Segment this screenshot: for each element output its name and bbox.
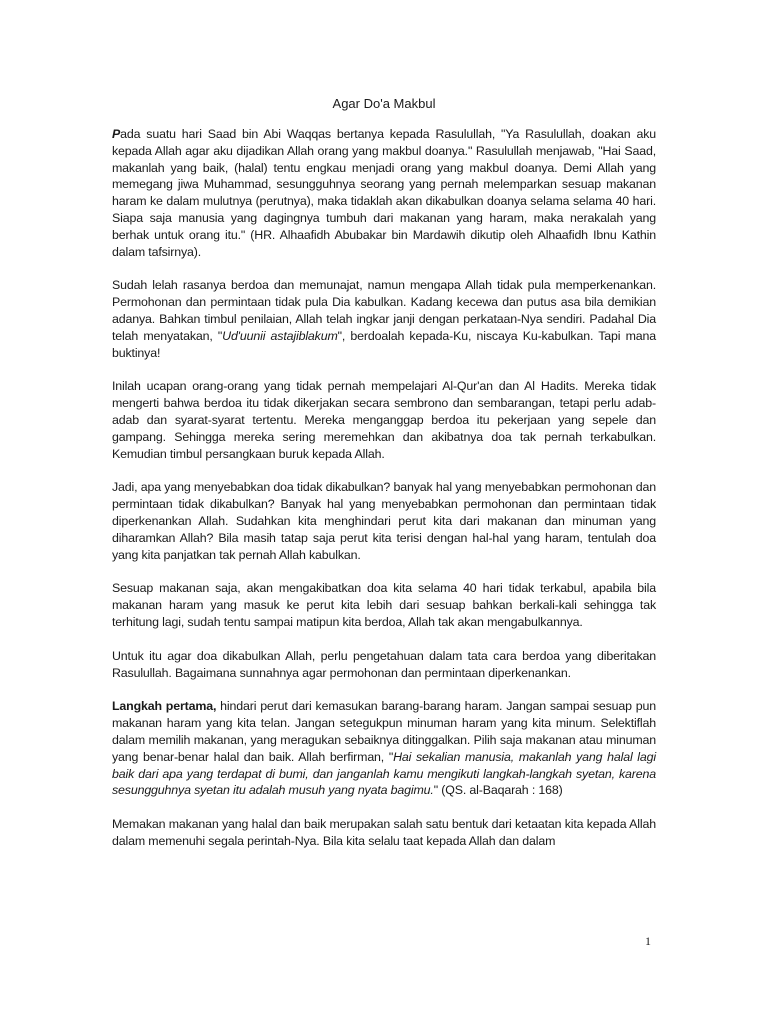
paragraph-7 <box>112 698 656 799</box>
paragraph-4 <box>112 479 656 563</box>
paragraph-2 <box>112 277 656 361</box>
paragraph-2-text-before: Sudah lelah rasanya berdoa dan memunajat, namun mengapa Allah tidak pula memperkenankan. Permohonan dan permintaan tidak pula Dia kabulkan. Kadang kecewa dan putus asa bila demikian adanya. Bahkan timbul penilaian, Allah telah ingkar janji dengan perkataan-Nya sendiri. Padahal Dia telah menyatakan, " <box>112 278 656 343</box>
paragraph-7-text-after: " (QS. al-Baqarah : 168) <box>433 783 563 798</box>
paragraph-6 <box>112 648 656 682</box>
paragraph-7-bold-lead: Langkah pertama, <box>112 699 217 714</box>
paragraph-3-text: Inilah ucapan orang-orang yang tidak pernah mempelajari Al-Qur'an dan Al Hadits. Mereka tidak mengerti bahwa berdoa itu tidak dikerjakan secara sembrono dan sembarangan, tetapi perlu adab-adab dan syarat-syarat tertentu. Mereka menganggap berdoa itu pekerjaan yang sepele dan gampang. Sehingga mereka sering meremehkan dan akibatnya doa tak pernah terkabulkan. Kemudian timbul persangkaan buruk kepada Allah. <box>112 379 656 461</box>
paragraph-2-text-after: ", berdoalah kepada-Ku, niscaya Ku-kabulkan. Tapi mana buktinya! <box>112 328 657 360</box>
paragraph-7-italic-quote: Hai sekalian manusia, makanlah yang halal lagi baik dari apa yang terdapat di bumi, dan janganlah kamu mengikuti langkah-langkah syetan, karena sesungguhnya syetan itu adalah musuh yang nyata bagimu. <box>112 749 656 798</box>
document-body <box>112 126 656 867</box>
paragraph-1 <box>112 126 656 260</box>
paragraph-8 <box>112 816 656 850</box>
paragraph-5-text: Sesuap makanan saja, akan mengakibatkan doa kita selama 40 hari tidak terkabul, apabila bila makanan haram yang masuk ke perut kita lebih dari sesuap bahkan berkali-kali sehingga tak terhitung lagi, sudah tentu sampai matipun kita berdoa, Allah tak akan mengabulkannya. <box>112 581 656 629</box>
document-title: Agar Do'a Makbul <box>332 96 436 111</box>
paragraph-6-text: Untuk itu agar doa dikabulkan Allah, perlu pengetahuan dalam tata cara berdoa yang diberitakan Rasulullah. Bagaimana sunnahnya agar permohonan dan permintaan diperkenankan. <box>112 648 656 680</box>
paragraph-4-text: Jadi, apa yang menyebabkan doa tidak dikabulkan? banyak hal yang menyebabkan permohonan dan permintaan tidak dikabulkan? Banyak hal yang menyebabkan permohonan dan permintaan tidak diperkenankan Allah. Sudahkan kita menghindari perut kita dari makanan dan minuman yang diharamkan Allah? Bila masih tatap saja perut kita terisi dengan hal-hal yang haram, tentulah doa yang kita panjatkan tak pernah Allah kabulkan. <box>112 480 656 562</box>
paragraph-7-text-before: hindari perut dari kemasukan barang-barang haram. Jangan sampai sesuap pun makanan haram yang kita telan. Jangan setegukpun minuman haram yang kita minum. Selektiflah dalam memilih makanan, yang meragukan sebaiknya ditinggalkan. Pilih saja makanan atau minuman yang benar-benar halal dan baik. Allah berfirman, " <box>112 699 656 764</box>
paragraph-2-italic-quote: Ud'uunii astajiblakum <box>222 328 338 343</box>
paragraph-8-text: Memakan makanan yang halal dan baik merupakan salah satu bentuk dari ketaatan kita kepada Allah dalam memenuhi segala perintah-Nya. Bila kita selalu taat kepada Allah dan dalam <box>112 817 656 848</box>
paragraph-5 <box>112 580 656 630</box>
paragraph-3 <box>112 378 656 462</box>
page-number: 1 <box>645 934 651 948</box>
paragraph-1-text: ada suatu hari Saad bin Abi Waqqas bertanya kepada Rasulullah, "Ya Rasulullah, doakan aku kepada Allah agar aku dijadikan Allah orang yang makbul doanya." Rasulullah menjawab, "Hai Saad, makanlah yang baik, (halal) tentu engkau menjadi orang yang makbul doanya. Demi Allah yang memegang jiwa Muhammad, sesungguhnya seorang yang pernah melemparkan sesuap makanan haram ke dalam mulutnya (perutnya), maka tidaklah akan dikabulkan doanya selama selama 40 hari. Siapa saja manusia yang dagingnya tumbuh dari makanan yang haram, maka nerakalah yang berhak untuk orang itu." (HR. Alhaafidh Abubakar bin Mardawih dikutip oleh Alhaafidh Ibnu Kathin dalam tafsirnya). <box>112 127 656 259</box>
drop-cap: P <box>112 127 121 141</box>
